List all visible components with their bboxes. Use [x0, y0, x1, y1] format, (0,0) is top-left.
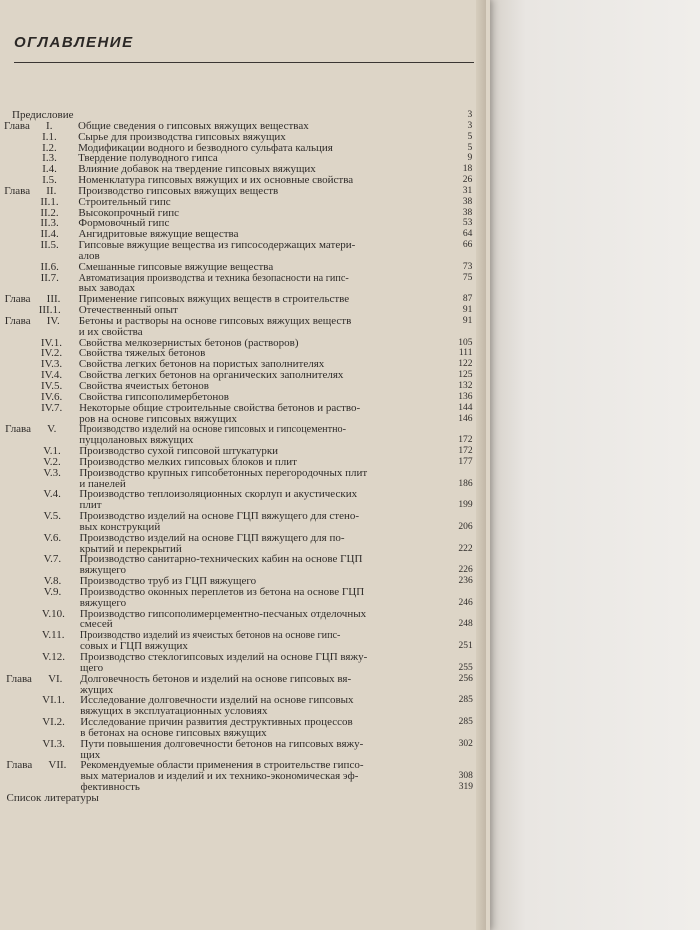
toc-text: Долговечность бетонов и изделий на основе гипсовых вя- [80, 672, 352, 685]
toc-number: V.8. [43, 575, 62, 588]
toc-page-number: 172 [458, 446, 473, 457]
toc-text: Влияние добавок на твердение гипсовых вяжущих [78, 163, 316, 176]
toc-text: Применение гипсовых вяжущих веществ в строительстве [78, 293, 350, 306]
toc-text: вяжущего [79, 564, 126, 577]
toc-text: Производство изделий из ячеистых бетонов на основе гипс- [79, 630, 341, 642]
toc-number: I. [46, 119, 53, 132]
toc-number: V.5. [43, 510, 61, 523]
toc-text: щих [80, 748, 101, 761]
toc-page-number: 87 [462, 294, 473, 305]
toc-text: Смешанные гипсовые вяжущие вещества [78, 260, 274, 273]
toc-page-number: 186 [458, 478, 473, 489]
toc-number: IV.7. [41, 401, 63, 414]
toc-number: V.11. [41, 629, 65, 642]
toc-number: IV.2. [40, 347, 63, 360]
toc-number: I.4. [42, 163, 57, 176]
toc-text: Строительный гипс [78, 195, 171, 208]
toc-page-number: 319 [458, 782, 473, 793]
toc-number: I.3. [42, 152, 57, 165]
toc-page-number: 105 [458, 337, 473, 348]
toc-text: Предисловие [12, 109, 74, 121]
toc-text: Номенклатура гипсовых вяжущих и их основные свойства [78, 174, 354, 187]
toc-text: Производство гипсовых вяжущих веществ [78, 184, 279, 197]
toc-number: V.9. [43, 585, 62, 598]
toc-number: V.7. [43, 553, 62, 566]
toc-text: и панелей [79, 477, 126, 490]
toc-text: алов [78, 249, 100, 262]
toc-text: Модификации водного и безводного сульфата кальция [78, 141, 333, 154]
toc-chapter-word: Глава [4, 293, 31, 306]
toc-page-number: 255 [458, 662, 473, 673]
toc-number: II.7. [40, 271, 59, 284]
toc-text: вых конструкций [79, 520, 161, 533]
toc-text: Пути повышения долговечности бетонов на гипсовых вяжу- [80, 737, 364, 750]
toc-page-number: 9 [467, 153, 473, 164]
toc-page-number: 308 [458, 771, 473, 782]
toc-number: II.1. [40, 195, 59, 208]
toc-page-number: 132 [458, 381, 473, 391]
toc-text: Ангидритовые вяжущие вещества [78, 228, 239, 241]
toc-page-number: 111 [458, 348, 473, 359]
toc-text: щего [80, 661, 104, 674]
toc-number: V.1. [43, 445, 61, 458]
toc-chapter-word: Глава [4, 184, 31, 197]
toc-number: IV.4. [40, 369, 63, 382]
toc-text: Сырье для производства гипсовых вяжущих [78, 130, 286, 143]
toc-text: Свойства легких бетонов на органических заполнителях [78, 369, 344, 382]
toc-number: IV.6. [41, 390, 63, 403]
toc-text: Общие сведения о гипсовых вяжущих веществах [78, 119, 309, 132]
toc-text: совых и ГЦП вяжущих [79, 640, 188, 653]
toc-text: Рекомендуемые области применения в строительстве гипсо- [80, 759, 364, 772]
toc-text: фективность [80, 781, 140, 794]
toc-number: I.2. [42, 141, 57, 154]
toc-page-number: 206 [458, 521, 473, 532]
toc-page-number: 236 [458, 576, 473, 587]
toc-number: I.5. [42, 174, 57, 187]
toc-number: VI. [48, 672, 63, 685]
toc-text: крытий и перекрытий [79, 542, 182, 555]
toc-number: IV.1. [40, 336, 63, 349]
toc-text: ров на основе гипсовых вяжущих [79, 412, 237, 425]
toc-text: Твердение полуводного гипса [78, 152, 218, 165]
toc-number: V.2. [43, 455, 61, 468]
toc-page-number: 285 [458, 695, 473, 706]
toc-page-number: 91 [462, 315, 473, 326]
toc-text: Бетоны и растворы на основе гипсовых вяжущих веществ [78, 314, 352, 327]
toc-number: IV.3. [40, 358, 63, 371]
toc-page-number: 75 [462, 272, 473, 283]
toc-text: Свойства гипсополимербетонов [79, 390, 229, 403]
toc-chapter-word: Глава [6, 672, 32, 685]
toc-text: Производство санитарно-технических кабин на основе ГЦП [79, 553, 363, 566]
toc-page-number: 251 [458, 641, 473, 652]
toc-number: II.5. [40, 239, 59, 252]
toc-page-number: 199 [458, 500, 473, 511]
toc-text: Производство теплоизоляционных скорлуп и акустических [79, 488, 358, 501]
toc-text: Свойства тяжелых бетонов [78, 347, 206, 360]
toc-text: Производство изделий на основе ГЦП вяжущего для стено- [79, 510, 360, 523]
toc-number: VI.1. [42, 694, 65, 707]
toc-text: Отечественный опыт [78, 304, 178, 317]
toc-page-number: 3 [467, 120, 473, 131]
toc-page-number: 302 [458, 738, 473, 749]
toc-text: Производство сухой гипсовой штукатурки [79, 445, 279, 458]
toc-chapter-word: Глава [5, 423, 31, 436]
toc-page-number: 91 [462, 305, 473, 316]
toc-page-number: 226 [458, 565, 473, 576]
toc-text: Исследование причин развития деструктивных процессов [80, 716, 353, 729]
toc-text: литературы [44, 791, 99, 804]
toc-text: плит [79, 499, 102, 512]
toc-text: и их свойства [78, 325, 143, 338]
toc-text: Формовочный гипс [78, 217, 170, 230]
toc-chapter-word: Глава [4, 119, 30, 132]
toc-text: Свойства ячеистых бетонов [79, 380, 209, 392]
toc-page-number: 122 [458, 359, 473, 370]
toc-text: Некоторые общие строительные свойства бетонов и раство- [79, 401, 361, 414]
toc-text: вяжущих в эксплуатационных условиях [80, 705, 268, 718]
toc-page-number: 222 [458, 543, 473, 554]
toc-text: Гипсовые вяжущие вещества из гипсосодержащих матери- [78, 239, 356, 252]
toc-text: Производство крупных гипсобетонных перегородочных плит [79, 466, 368, 479]
toc-text: вяжущего [79, 596, 127, 609]
toc-text: Производство стеклогипсовых изделий на основе ГЦП вяжу- [80, 651, 368, 663]
toc-text: Производство изделий на основе ГЦП вяжущего для по- [79, 531, 345, 544]
page-title: ОГЛАВЛЕНИЕ [14, 34, 134, 51]
toc-chapter-word: Список [6, 791, 42, 804]
toc-page-number: 177 [458, 456, 473, 467]
toc-number: VI.2. [42, 716, 65, 729]
toc-page-number: 38 [462, 207, 473, 218]
toc-chapter-word: Глава [6, 759, 33, 772]
toc-page-number: 66 [462, 240, 473, 251]
toc-number: II.6. [40, 260, 59, 273]
toc-page-number: 5 [467, 142, 473, 153]
toc-number: I.1. [42, 130, 57, 143]
toc-number: VII. [48, 759, 67, 772]
toc-text: Исследование долговечности изделий на основе гипсовых [80, 694, 354, 707]
toc-page-number: 246 [458, 597, 473, 608]
toc-text: в бетонах на основе гипсовых вяжущих [80, 726, 267, 739]
toc-text: Производство изделий на основе гипсовых и гипсоцементно- [79, 424, 347, 436]
toc-number: V.6. [43, 531, 62, 544]
toc-text: жущих [80, 683, 114, 696]
toc-text: Автоматизация производства и техника безопасности на гипс- [78, 272, 349, 284]
toc-page-number: 248 [458, 619, 473, 630]
toc-page-number: 26 [462, 175, 473, 186]
toc-number: V.12. [42, 651, 66, 663]
toc-page-number: 5 [467, 131, 473, 142]
toc-page-number: 31 [462, 185, 473, 196]
toc-page-number: 53 [462, 218, 473, 229]
toc-text: Производство труб из ГЦП вяжущего [79, 575, 257, 588]
toc-number: II.4. [40, 228, 59, 241]
toc-chapter-word: Глава [4, 314, 31, 327]
toc-text: смесей [79, 618, 113, 631]
toc-text: Производство мелких гипсовых блоков и плит [79, 455, 297, 468]
toc-number: V. [47, 423, 57, 436]
toc-page-number: 136 [458, 391, 473, 402]
toc-page-number: 172 [458, 435, 473, 446]
toc-page-number: 285 [458, 717, 473, 728]
toc-number: V.4. [43, 488, 61, 501]
toc-text: вых заводах [78, 282, 135, 295]
toc-page-number: 3 [467, 110, 473, 120]
toc-number: IV. [46, 314, 60, 327]
facing-blank-page [486, 0, 700, 930]
toc-page-number: 146 [458, 413, 473, 424]
toc-text: Производство гипсополимерцементно-песчаных отделочных [79, 607, 367, 620]
toc-page-number: 38 [462, 196, 473, 207]
toc-page-number: 64 [462, 229, 473, 240]
toc-page-number: 144 [458, 402, 473, 413]
toc-text: Производство оконных переплетов из бетона на основе ГЦП [79, 585, 365, 598]
toc-page-number: 125 [458, 370, 473, 381]
toc-text: вых материалов и изделий и их технико-экономическая эф- [80, 770, 359, 783]
toc-number: II.2. [40, 206, 59, 219]
toc-number: II. [46, 184, 57, 197]
toc-text: Свойства мелкозернистых бетонов (растворов) [78, 336, 299, 349]
toc-text: Свойства легких бетонов на пористых заполнителях [78, 358, 325, 371]
toc-number: V.10. [41, 607, 65, 620]
toc-page-number: 18 [462, 164, 473, 175]
toc-text: пуццолановых вяжущих [79, 434, 194, 447]
toc-page-number: 73 [462, 261, 473, 272]
toc-number: III.1. [38, 304, 61, 317]
toc-number: II.3. [40, 217, 59, 230]
toc-number: V.3. [43, 466, 61, 479]
toc-page-number: 256 [458, 673, 473, 684]
toc-number: III. [46, 293, 61, 306]
toc-number: IV.5. [41, 380, 63, 392]
toc-number: VI.3. [42, 737, 65, 750]
toc-text: Высокопрочный гипс [78, 206, 179, 219]
